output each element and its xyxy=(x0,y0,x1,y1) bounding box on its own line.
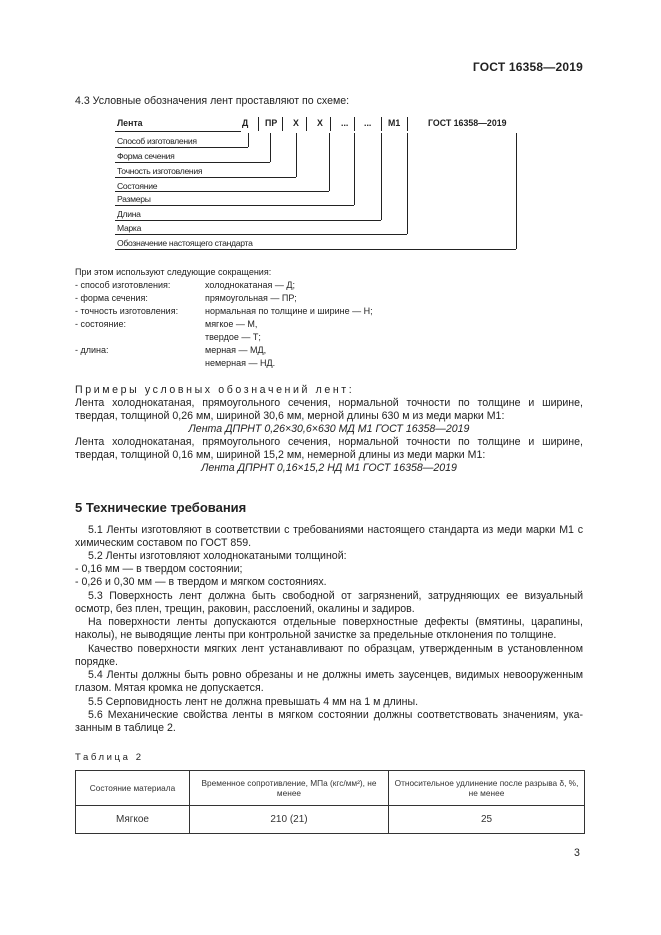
abbr-val-0: холоднокатаная — Д; xyxy=(205,280,296,290)
table-cell-elongation: 25 xyxy=(389,806,585,834)
scheme-top-x2: X xyxy=(317,118,323,128)
scheme-label-sizes: Размеры xyxy=(117,194,151,204)
example2-code: Лента ДПРНТ 0,16×15,2 НД М1 ГОСТ 16358—2019 xyxy=(201,462,457,474)
s5-line-3: - 0,16 мм — в твердом состоянии; xyxy=(75,563,243,575)
s5-line-10: порядке. xyxy=(75,656,118,668)
abbr-val-6: немерная — НД. xyxy=(205,358,276,368)
table-caption: Таблица 2 xyxy=(75,752,144,763)
scheme-label-state: Состояние xyxy=(117,181,158,191)
s5-line-7: На поверхности ленты допускаются отдельные поверхностные дефекты (вмятины, царапины, xyxy=(88,616,583,628)
examples-title: Примеры условных обозначений лент: xyxy=(75,384,355,396)
table-2 xyxy=(75,770,585,834)
abbr-val-3: мягкое — М, xyxy=(205,319,258,329)
abbr-key-3: - состояние: xyxy=(75,319,127,329)
scheme-label-grade: Марка xyxy=(117,223,142,233)
scheme-label-method: Способ изготовления xyxy=(117,136,197,146)
scheme-top-gost: ГОСТ 16358—2019 xyxy=(428,118,507,128)
table-header-row xyxy=(76,771,585,806)
s5-line-8: наколы), не выводящие ленты при контрольной зачистке за предельные отклонения по толщине. xyxy=(75,629,557,641)
designation-scheme xyxy=(0,0,661,260)
s5-line-15: занным в таблице 2. xyxy=(75,722,176,734)
table-cell-strength: 210 (21) xyxy=(190,806,389,834)
abbr-val-2: нормальная по толщине и ширине — Н; xyxy=(205,306,373,316)
scheme-top-x1: X xyxy=(293,118,299,128)
example1-code: Лента ДПРНТ 0,26×30,6×630 МД М1 ГОСТ 16358—2019 xyxy=(188,423,470,435)
scheme-top-lenta: Лента xyxy=(117,118,143,128)
abbr-key-2: - точность изготовления: xyxy=(75,306,179,316)
table-cell-state: Мягкое xyxy=(76,806,190,834)
scheme-top-d: Д xyxy=(242,118,249,128)
example2-line2: твердая, толщиной 0,16 мм, шириной 15,2 мм, немерной длины из меди марки М1: xyxy=(75,449,486,461)
scheme-top-pr: ПР xyxy=(265,118,278,128)
scheme-top-dots2: ... xyxy=(364,118,372,128)
scheme-label-accuracy: Точность изготовления xyxy=(117,166,203,176)
scheme-label-standard: Обозначение настоящего стандарта xyxy=(117,238,253,248)
s5-line-0: 5.1 Ленты изготовляют в соответствии с требованиями настоящего стандарта из меди марки М1 с xyxy=(88,524,583,536)
s5-line-1: химическим составом по ГОСТ 859. xyxy=(75,537,252,549)
abbr-val-5: мерная — МД, xyxy=(205,345,267,355)
scheme-top-m1: М1 xyxy=(388,118,401,128)
s5-line-4: - 0,26 и 0,30 мм — в твердом и мягком состояниях. xyxy=(75,576,327,588)
abbr-val-1: прямоугольная — ПР; xyxy=(205,293,297,303)
s5-line-12: глазом. Мятая кромка не допускается. xyxy=(75,682,264,694)
table-header-elongation: Относительное удлинение после разрыва δ, %, не менее xyxy=(389,771,585,806)
page-number: 3 xyxy=(574,847,580,859)
s5-line-13: 5.5 Серповидность лент не должна превышать 4 мм на 1 м длины. xyxy=(88,696,419,708)
abbr-key-1: - форма сечения: xyxy=(75,293,148,303)
example1-line2: твердая, толщиной 0,26 мм, шириной 30,6 мм, мерной длины 630 м из меди марки М1: xyxy=(75,410,505,422)
s5-line-11: 5.4 Ленты должны быть ровно обрезаны и не должны иметь заусенцев, видимых невооруженным xyxy=(88,669,583,681)
abbr-key-0: - способ изготовления: xyxy=(75,280,171,290)
s5-line-6: осмотр, без плен, трещин, раковин, расслоений, окалины и задиров. xyxy=(75,603,415,615)
table-header-state: Состояние материала xyxy=(76,771,190,806)
example1-line1: Лента холоднокатаная, прямоугольного сечения, нормальной точности по толщине и ширине, xyxy=(75,397,583,409)
s5-line-5: 5.3 Поверхность лент должна быть свободной от загрязнений, затрудняющих ее визуальный xyxy=(88,590,583,602)
s5-line-14: 5.6 Механические свойства ленты в мягком состоянии должны соответствовать значениям, ука- xyxy=(88,709,583,721)
s5-line-2: 5.2 Ленты изготовляют холоднокатаными толщиной: xyxy=(88,550,347,562)
example2-line1: Лента холоднокатаная, прямоугольного сечения, нормальной точности по толщине и ширине, xyxy=(75,436,583,448)
scheme-intro: 4.3 Условные обозначения лент проставляют по схеме: xyxy=(75,95,350,107)
scheme-label-shape: Форма сечения xyxy=(117,151,175,161)
table-row xyxy=(76,806,585,834)
scheme-label-length: Длина xyxy=(117,209,141,219)
abbr-title: При этом используют следующие сокращения: xyxy=(75,267,272,277)
s5-line-9: Качество поверхности мягких лент устанавливают по образцам, утвержденным в установленном xyxy=(88,643,583,655)
scheme-top-dots1: ... xyxy=(341,118,349,128)
abbr-val-4: твердое — Т; xyxy=(205,332,261,342)
section-title: 5 Технические требования xyxy=(75,500,247,515)
table-header-strength: Временное сопротивление, МПа (кгс/мм²), не менее xyxy=(190,771,389,806)
abbr-key-5: - длина: xyxy=(75,345,109,355)
standard-header: ГОСТ 16358—2019 xyxy=(472,60,583,74)
